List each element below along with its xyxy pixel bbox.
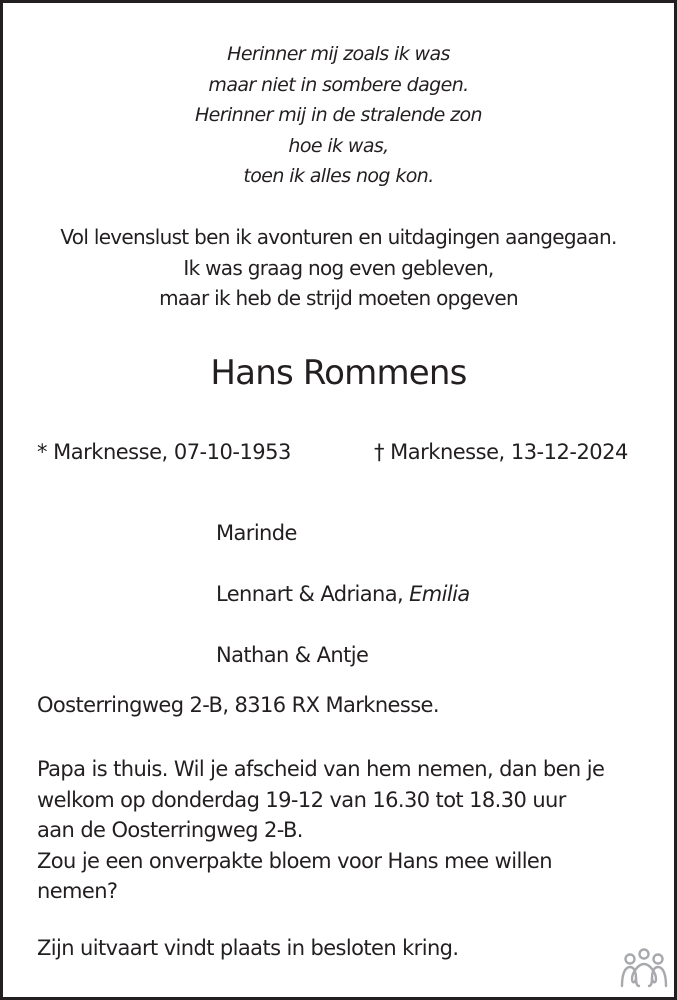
visit-line: welkom op donderdag 19-12 van 16.30 tot 18.30 uur [37, 787, 566, 812]
birth-info: * Marknesse, 07-10-1953 [37, 440, 291, 464]
deceased-name: Hans Rommens [210, 353, 467, 393]
family-member [216, 519, 470, 580]
family-member [216, 580, 470, 641]
family-names: Marinde [216, 521, 297, 545]
visit-line: Papa is thuis. Wil je afscheid van hem nemen, dan ben je [37, 757, 605, 781]
quote-line: Vol levenslust ben ik avonturen en uitdagingen aangegaan. [60, 225, 617, 249]
visit-line: aan de Oosterringweg 2-B. [37, 818, 303, 842]
poem-line: toen ik alles nog kon. [243, 165, 434, 187]
grandchild-names: Emilia [409, 582, 470, 606]
poem-line: Herinner mij zoals ik was [227, 43, 450, 65]
family-names: Lennart & Adriana, [216, 582, 410, 606]
poem-line: maar niet in sombere dagen. [208, 73, 469, 96]
funeral-info: Zijn uitvaart vindt plaats in besloten kring. [37, 936, 459, 960]
home-address: Oosterringweg 2-B, 8316 RX Marknesse. [37, 693, 439, 717]
family-list [216, 519, 470, 702]
visit-line: nemen? [37, 879, 118, 903]
poem-line: hoe ik was, [288, 134, 389, 157]
poem-line: Herinner mij in de stralende zon [195, 104, 482, 126]
quote-line: Ik was graag nog even gebleven, [183, 255, 494, 280]
death-info: † Marknesse, 13-12-2024 [374, 440, 628, 464]
visitation-info [37, 754, 604, 907]
people-group-icon [619, 948, 669, 988]
visit-line: Zou je een onverpakte bloem voor Hans mee willen [37, 848, 552, 873]
poem [3, 39, 674, 192]
family-names: Nathan & Antje [216, 643, 369, 667]
quote [3, 222, 674, 314]
quote-line: maar ik heb de strijd moeten opgeven [159, 286, 518, 310]
